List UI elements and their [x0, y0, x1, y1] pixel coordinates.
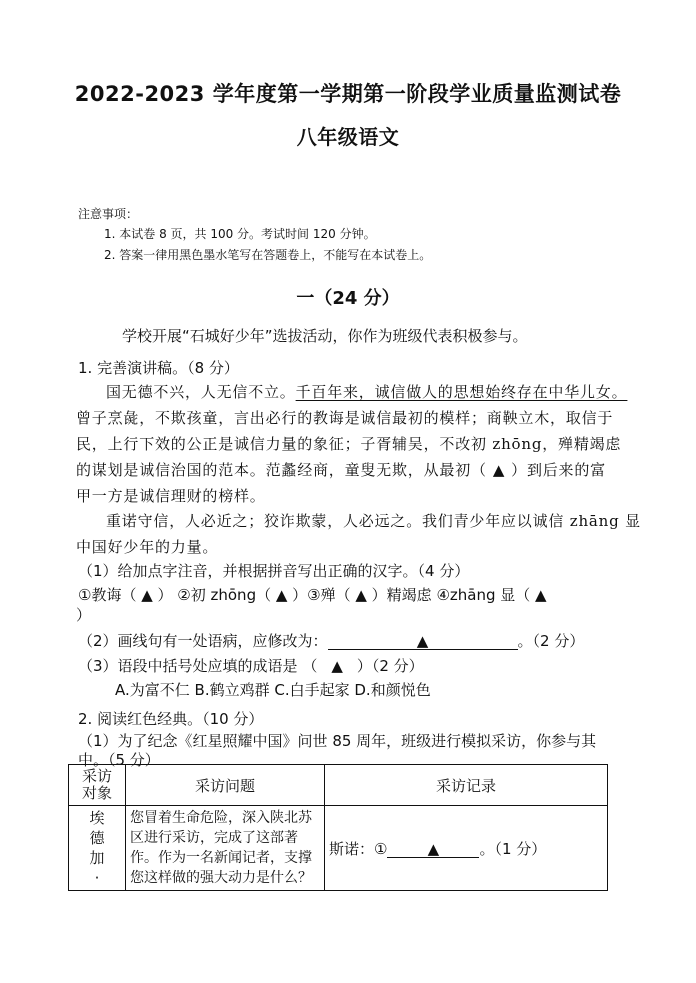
- table-header-record: 采访记录: [325, 765, 608, 806]
- section-title: 一（24 分）: [296, 288, 400, 309]
- notice-item-2: 2. 答案一律用黑色墨水笔写在答题卷上，不能写在本试卷上。: [104, 248, 432, 262]
- q1-paragraph-line-4: [76, 459, 606, 480]
- record-prefix: 斯诺：①: [329, 839, 388, 858]
- q2-sub1-line-1: （1）为了纪念《红星照耀中国》问世 85 周年，班级进行模拟采访，你参与其: [78, 732, 597, 750]
- answer-blank-mark[interactable]: ▲: [331, 657, 343, 675]
- q1-sub2-prompt: （2）画线句有一处语病，应修改为：: [78, 632, 328, 650]
- answer-blank[interactable]: ▲: [387, 841, 479, 858]
- q1-paragraph-line-2: 曾子烹彘，不欺孩童，言出必行的教诲是诚信最初的模样；商鞅立木，取信于: [76, 409, 614, 427]
- q1-underlined-sentence: 千百年来，诚信做人的思想始终存在中华儿女。: [295, 383, 628, 401]
- interview-table: [68, 764, 608, 891]
- q2-title: 2. 阅读红色经典。（10 分）: [78, 710, 264, 728]
- q1-paragraph-line-6: 重诺守信，人必近之；狡诈欺蒙，人必远之。我们青少年应以诚信 zhāng 显: [106, 512, 641, 530]
- answer-blank[interactable]: ▲: [328, 633, 518, 650]
- table-header-person: 采访 对象: [69, 765, 126, 806]
- table-cell-record: [325, 806, 608, 891]
- q1-paragraph-line-1: [106, 381, 627, 402]
- q1-line4-start: 的谋划是诚信治国的范本。范蠡经商，童叟无欺，从最初（: [76, 461, 487, 479]
- q1-p1-sentence: 国无德不兴，人无信不立。: [106, 383, 296, 401]
- record-score: 。（1 分）: [479, 839, 547, 858]
- q1-options: A.为富不仁 B.鹤立鸡群 C.白手起家 D.和颜悦色: [115, 681, 431, 699]
- q2-sub1-line-2: 中。（5 分）: [78, 751, 160, 769]
- section-intro: 学校开展“石城好少年”选拔活动，你作为班级代表积极参与。: [122, 327, 528, 345]
- q1-title: 1. 完善演讲稿。（8 分）: [78, 359, 239, 377]
- answer-blank-mark: ▲: [492, 461, 506, 479]
- q1-sub1-items: ①教诲（ ▲ ） ②初 zhōng（ ▲ ）③殚（ ▲ ）精竭虑 ④zhāng 显（ ▲: [78, 586, 547, 604]
- q1-sub2: [78, 630, 584, 651]
- q1-sub3-prompt: （3）语段中括号处应填的成语是 （: [78, 657, 318, 675]
- q1-paragraph-line-7: 中国好少年的力量。: [76, 538, 219, 556]
- q1-sub1-close: ）: [76, 606, 92, 624]
- table-cell-person: 埃 德 加 ·: [69, 806, 126, 891]
- q1-line4-end: ）到后来的富: [511, 461, 606, 479]
- table-header-question: 采访问题: [126, 765, 325, 806]
- table-row: [69, 806, 608, 891]
- q1-sub2-score: 。（2 分）: [517, 632, 585, 650]
- q1-sub3-score: ）（2 分）: [356, 657, 424, 675]
- table-cell-question: 您冒着生命危险，深入陕北苏区进行采访，完成了这部著作。作为一名新闻记者，支撑您这样做的强大动力是什么？: [126, 806, 325, 891]
- table-header-row: [69, 765, 608, 806]
- notice-item-1: 1. 本试卷 8 页，共 100 分。考试时间 120 分钟。: [104, 227, 376, 241]
- exam-subtitle: 八年级语文: [296, 125, 400, 149]
- q1-paragraph-line-3: 民，上行下效的公正是诚信力量的象征；子胥辅吴，不改初 zhōng，殚精竭虑: [76, 435, 622, 453]
- q1-paragraph-line-5: 甲一方是诚信理财的榜样。: [76, 487, 266, 505]
- exam-title: 2022-2023 学年度第一学期第一阶段学业质量监测试卷: [74, 82, 622, 106]
- notice-heading: 注意事项：: [78, 207, 139, 221]
- q1-sub3: [78, 655, 424, 676]
- q1-sub1: （1）给加点字注音，并根据拼音写出正确的汉字。（4 分）: [78, 562, 470, 580]
